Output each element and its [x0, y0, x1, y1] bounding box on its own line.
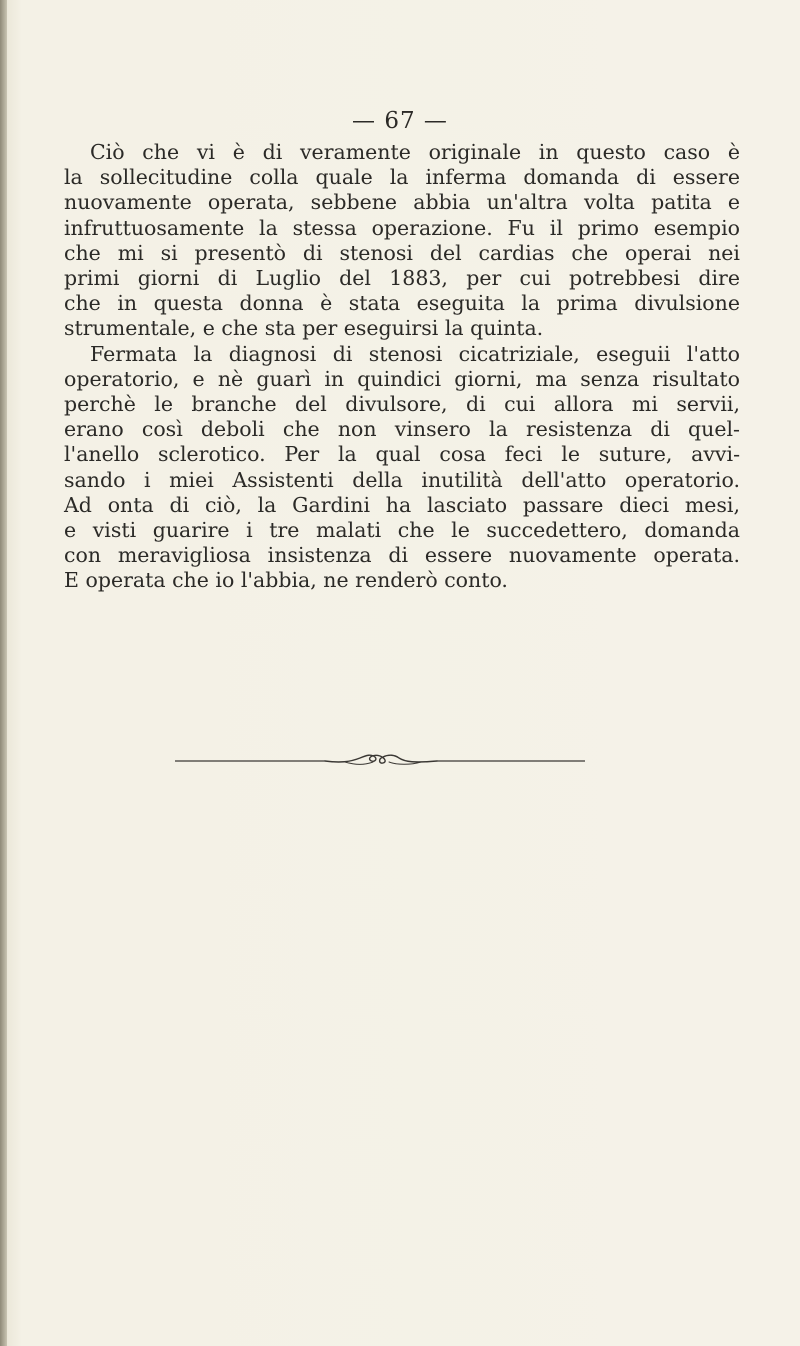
text-line: l'anello sclerotico. Per la qual cosa feci le suture, avvi-	[64, 442, 740, 467]
text-line: erano così deboli che non vinsero la resistenza di quel-	[64, 417, 740, 442]
text-line: infruttuosamente la stessa operazione. Fu il primo esempio	[64, 215, 740, 240]
text-line: sando i miei Assistenti della inutilità dell'atto operatorio.	[64, 467, 740, 492]
text-line: perchè le branche del divulsore, di cui allora mi servii,	[64, 392, 740, 417]
body-text	[64, 140, 740, 594]
text-line: con meravigliosa insistenza di essere nuovamente operata.	[64, 543, 740, 568]
text-line: primi giorni di Luglio del 1883, per cui potrebbesi dire	[64, 266, 740, 291]
text-line: la sollecitudine colla quale la inferma domanda di essere	[64, 165, 740, 190]
paragraph-2	[64, 342, 740, 594]
text-line: strumentale, e che sta per eseguirsi la quinta.	[64, 316, 544, 341]
text-line: che in questa donna è stata eseguita la prima divulsione	[64, 291, 740, 316]
paragraph-1	[64, 140, 740, 342]
text-line: Fermata la diagnosi di stenosi cicatriziale, eseguii l'atto	[90, 341, 740, 366]
text-line: nuovamente operata, sebbene abbia un'altra volta patita e	[64, 190, 740, 215]
text-line: Ad onta di ciò, la Gardini ha lasciato passare dieci mesi,	[64, 492, 740, 517]
text-line: che mi si presentò di stenosi del cardias che operai nei	[64, 240, 740, 265]
end-ornament-divider	[175, 750, 585, 770]
text-line: e visti guarire i tre malati che le succedettero, domanda	[64, 518, 740, 543]
text-line: Ciò che vi è di veramente originale in questo caso è	[90, 140, 740, 164]
page-number: — 67 —	[352, 108, 448, 134]
page-spine-shadow	[0, 0, 7, 1346]
text-line: E operata che io l'abbia, ne renderò conto.	[64, 568, 508, 593]
text-line: operatorio, e nè guarì in quindici giorni, ma senza risultato	[64, 366, 740, 391]
